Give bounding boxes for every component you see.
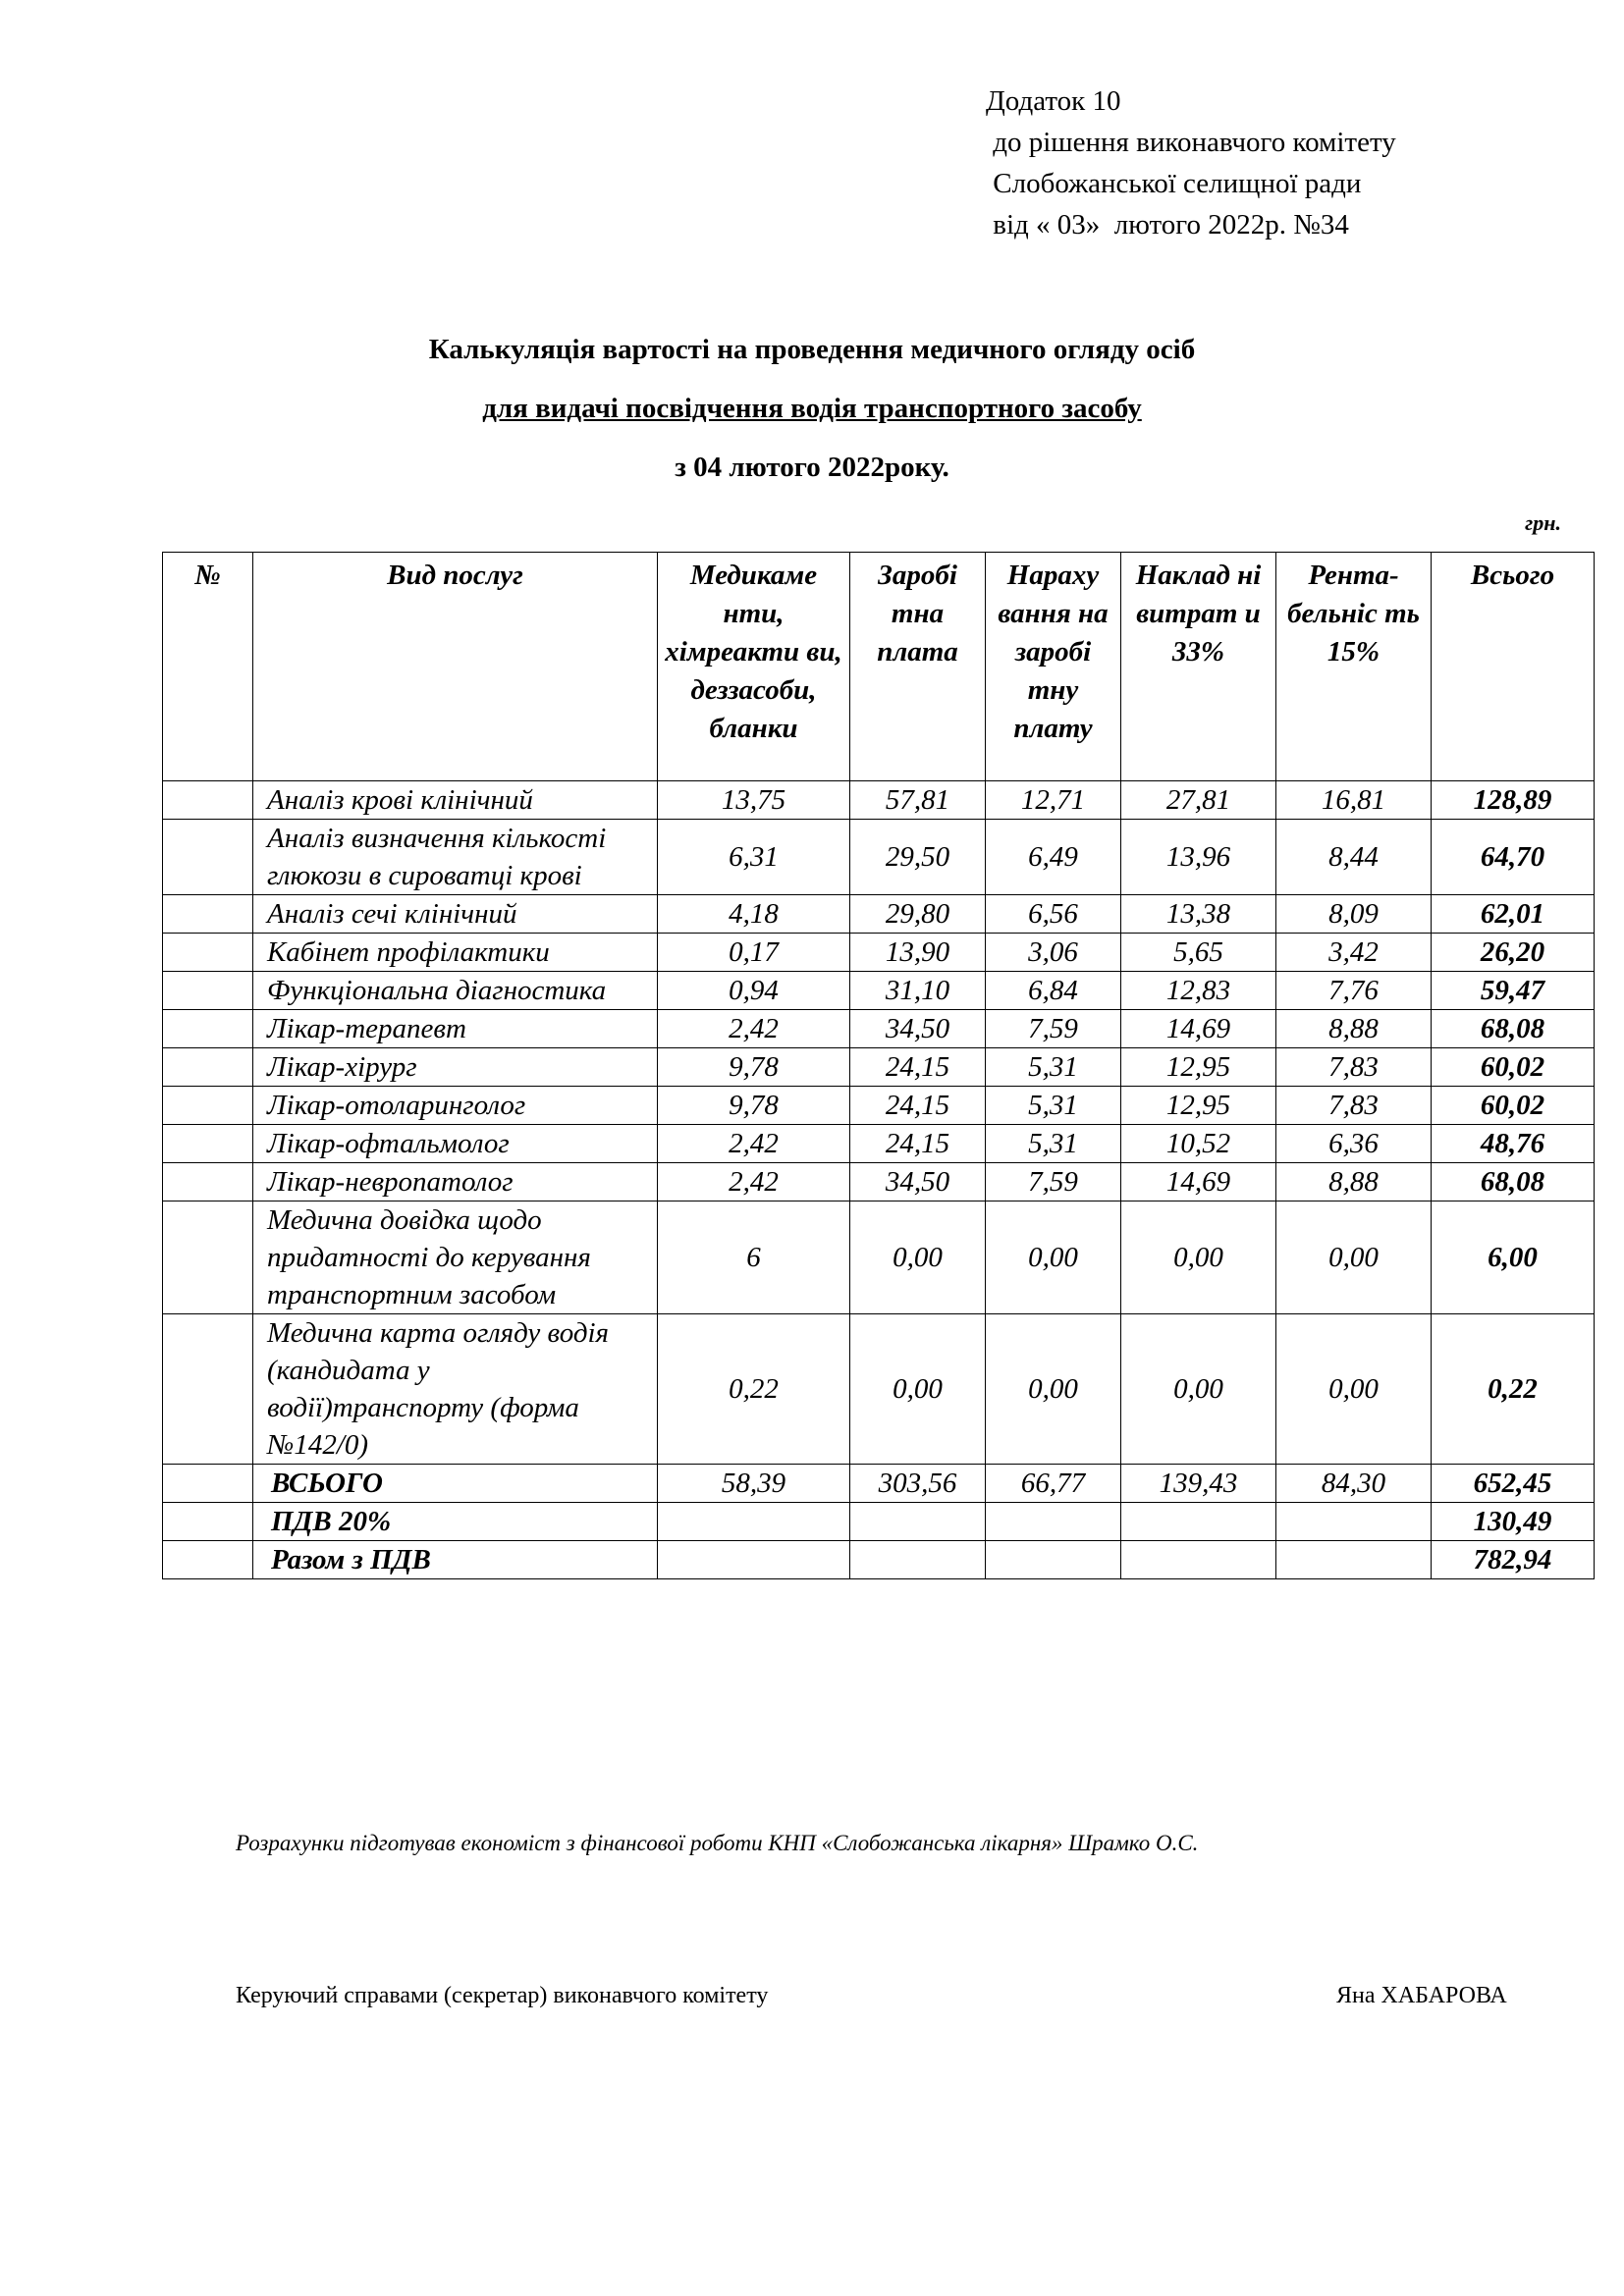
service-name: Лікар-хірург (253, 1048, 658, 1087)
accruals-cell: 5,31 (986, 1048, 1121, 1087)
total-cell: 62,01 (1432, 895, 1595, 934)
accruals-cell: 6,84 (986, 972, 1121, 1010)
medicines-cell: 6,31 (658, 820, 850, 895)
service-name: Функціональна діагностика (253, 972, 658, 1010)
appendix-block (986, 80, 1396, 245)
empty-cell (850, 1541, 986, 1579)
profit-cell: 0,00 (1276, 1314, 1432, 1465)
accruals-cell: 0,00 (986, 1314, 1121, 1465)
medicines-cell: 9,78 (658, 1087, 850, 1125)
total-cell: 6,00 (1432, 1201, 1595, 1314)
table-row (163, 1087, 1595, 1125)
summary-label: Разом з ПДВ (253, 1541, 658, 1579)
overhead-cell: 13,38 (1121, 895, 1276, 934)
header-overhead: Наклад ні витрат и 33% (1121, 553, 1276, 781)
row-number (163, 1201, 253, 1314)
service-name: Лікар-офтальмолог (253, 1125, 658, 1163)
table-header-row (163, 553, 1595, 781)
total-cell: 60,02 (1432, 1048, 1595, 1087)
profit-cell: 3,42 (1276, 934, 1432, 972)
overhead-cell: 0,00 (1121, 1201, 1276, 1314)
header-medicines: Медикаме нти, хімреакти ви, деззасоби, бланки (658, 553, 850, 781)
row-number (163, 1048, 253, 1087)
empty-cell (850, 1503, 986, 1541)
service-name: Лікар-отоларинголог (253, 1087, 658, 1125)
row-number (163, 1314, 253, 1465)
service-name: Лікар-терапевт (253, 1010, 658, 1048)
profit-cell: 8,88 (1276, 1163, 1432, 1201)
total-cell: 68,08 (1432, 1163, 1595, 1201)
accruals-cell: 7,59 (986, 1010, 1121, 1048)
total-cell: 64,70 (1432, 820, 1595, 895)
overhead-cell: 13,96 (1121, 820, 1276, 895)
row-number (163, 972, 253, 1010)
accruals-cell: 5,31 (986, 1087, 1121, 1125)
total-cell: 59,47 (1432, 972, 1595, 1010)
overhead-cell: 12,83 (1121, 972, 1276, 1010)
service-name: Кабінет профілактики (253, 934, 658, 972)
summary-label: ВСЬОГО (253, 1465, 658, 1503)
profit-cell: 8,09 (1276, 895, 1432, 934)
table-row (163, 972, 1595, 1010)
empty-cell (1121, 1541, 1276, 1579)
empty-cell (658, 1541, 850, 1579)
overhead-cell: 0,00 (1121, 1314, 1276, 1465)
profit-cell: 84,30 (1276, 1465, 1432, 1503)
medicines-cell: 0,17 (658, 934, 850, 972)
overhead-cell: 14,69 (1121, 1163, 1276, 1201)
prepared-by-note: Розрахунки підготував економіст з фінансової роботи КНП «Слобожанська лікарня» Шрамко О.С. (236, 1831, 1199, 1855)
profit-cell: 7,83 (1276, 1048, 1432, 1087)
appendix-line-1: Додаток 10 (986, 85, 1121, 117)
medicines-cell: 0,22 (658, 1314, 850, 1465)
salary-cell: 29,80 (850, 895, 986, 934)
accruals-cell: 5,31 (986, 1125, 1121, 1163)
salary-cell: 31,10 (850, 972, 986, 1010)
medicines-cell: 9,78 (658, 1048, 850, 1087)
table-row (163, 1314, 1595, 1465)
empty-cell (1276, 1541, 1432, 1579)
medicines-cell: 6 (658, 1201, 850, 1314)
table-row (163, 1125, 1595, 1163)
table-row (163, 1048, 1595, 1087)
table-row (163, 1163, 1595, 1201)
summary-row-vat (163, 1503, 1595, 1541)
salary-cell: 34,50 (850, 1163, 986, 1201)
row-number (163, 1163, 253, 1201)
header-no: № (163, 553, 253, 781)
salary-cell: 24,15 (850, 1087, 986, 1125)
row-number (163, 1125, 253, 1163)
total-cell: 60,02 (1432, 1087, 1595, 1125)
medicines-cell: 2,42 (658, 1125, 850, 1163)
signature-name: Яна ХАБАРОВА (1336, 1983, 1507, 2008)
overhead-cell: 139,43 (1121, 1465, 1276, 1503)
row-number (163, 1503, 253, 1541)
profit-cell: 8,88 (1276, 1010, 1432, 1048)
profit-cell: 6,36 (1276, 1125, 1432, 1163)
medicines-cell: 2,42 (658, 1010, 850, 1048)
table-row (163, 820, 1595, 895)
title-line-3: з 04 лютого 2022року. (675, 452, 949, 483)
total-cell: 130,49 (1432, 1503, 1595, 1541)
empty-cell (1121, 1503, 1276, 1541)
medicines-cell: 0,94 (658, 972, 850, 1010)
accruals-cell: 7,59 (986, 1163, 1121, 1201)
currency-unit: грн. (1525, 510, 1561, 535)
profit-cell: 0,00 (1276, 1201, 1432, 1314)
table-row (163, 895, 1595, 934)
accruals-cell: 6,56 (986, 895, 1121, 934)
overhead-cell: 10,52 (1121, 1125, 1276, 1163)
service-name: Аналіз сечі клінічний (253, 895, 658, 934)
salary-cell: 57,81 (850, 781, 986, 820)
profit-cell: 7,83 (1276, 1087, 1432, 1125)
salary-cell: 29,50 (850, 820, 986, 895)
accruals-cell: 6,49 (986, 820, 1121, 895)
profit-cell: 7,76 (1276, 972, 1432, 1010)
appendix-line-4: від « 03» лютого 2022р. №34 (986, 209, 1349, 240)
header-profit: Рента- бельніс ть 15% (1276, 553, 1432, 781)
profit-cell: 16,81 (1276, 781, 1432, 820)
appendix-line-2: до рішення виконавчого комітету (986, 127, 1396, 158)
total-cell: 68,08 (1432, 1010, 1595, 1048)
table-row (163, 781, 1595, 820)
summary-row-with-vat (163, 1541, 1595, 1579)
accruals-cell: 12,71 (986, 781, 1121, 820)
total-cell: 48,76 (1432, 1125, 1595, 1163)
overhead-cell: 27,81 (1121, 781, 1276, 820)
medicines-cell: 13,75 (658, 781, 850, 820)
service-name: Медична карта огляду водія (кандидата у водії)транспорту (форма №142/0) (253, 1314, 658, 1465)
salary-cell: 0,00 (850, 1201, 986, 1314)
cost-calculation-table (162, 552, 1595, 1579)
total-cell: 0,22 (1432, 1314, 1595, 1465)
overhead-cell: 12,95 (1121, 1087, 1276, 1125)
medicines-cell: 4,18 (658, 895, 850, 934)
summary-row-total (163, 1465, 1595, 1503)
table-row (163, 1010, 1595, 1048)
salary-cell: 13,90 (850, 934, 986, 972)
empty-cell (658, 1503, 850, 1541)
service-name: Аналіз визначення кількості глюкози в сироватці крові (253, 820, 658, 895)
salary-cell: 24,15 (850, 1125, 986, 1163)
profit-cell: 8,44 (1276, 820, 1432, 895)
total-cell: 128,89 (1432, 781, 1595, 820)
row-number (163, 781, 253, 820)
service-name: Лікар-невропатолог (253, 1163, 658, 1201)
medicines-cell: 2,42 (658, 1163, 850, 1201)
total-cell: 652,45 (1432, 1465, 1595, 1503)
row-number (163, 895, 253, 934)
overhead-cell: 14,69 (1121, 1010, 1276, 1048)
accruals-cell: 0,00 (986, 1201, 1121, 1314)
row-number (163, 1541, 253, 1579)
empty-cell (986, 1541, 1121, 1579)
accruals-cell: 3,06 (986, 934, 1121, 972)
salary-cell: 34,50 (850, 1010, 986, 1048)
salary-cell: 303,56 (850, 1465, 986, 1503)
total-cell: 782,94 (1432, 1541, 1595, 1579)
summary-label: ПДВ 20% (253, 1503, 658, 1541)
table-row (163, 1201, 1595, 1314)
empty-cell (986, 1503, 1121, 1541)
row-number (163, 1010, 253, 1048)
accruals-cell: 66,77 (986, 1465, 1121, 1503)
salary-cell: 24,15 (850, 1048, 986, 1087)
header-total: Всього (1432, 553, 1595, 781)
row-number (163, 820, 253, 895)
overhead-cell: 12,95 (1121, 1048, 1276, 1087)
row-number (163, 1465, 253, 1503)
row-number (163, 1087, 253, 1125)
title-line-2: для видачі посвідчення водія транспортного засобу (482, 393, 1142, 424)
service-name: Медична довідка щодо придатності до керування транспортним засобом (253, 1201, 658, 1314)
appendix-line-3: Слобожанської селищної ради (986, 168, 1362, 199)
medicines-cell: 58,39 (658, 1465, 850, 1503)
salary-cell: 0,00 (850, 1314, 986, 1465)
header-accruals: Нараху вання на заробі тну плату (986, 553, 1121, 781)
header-service: Вид послуг (253, 553, 658, 781)
signature-title: Керуючий справами (секретар) виконавчого комітету (236, 1983, 769, 2008)
total-cell: 26,20 (1432, 934, 1595, 972)
row-number (163, 934, 253, 972)
title-line-1: Калькуляція вартості на проведення медичного огляду осіб (428, 334, 1196, 365)
table-row (163, 934, 1595, 972)
header-salary: Заробі тна плата (850, 553, 986, 781)
service-name: Аналіз крові клінічний (253, 781, 658, 820)
overhead-cell: 5,65 (1121, 934, 1276, 972)
empty-cell (1276, 1503, 1432, 1541)
